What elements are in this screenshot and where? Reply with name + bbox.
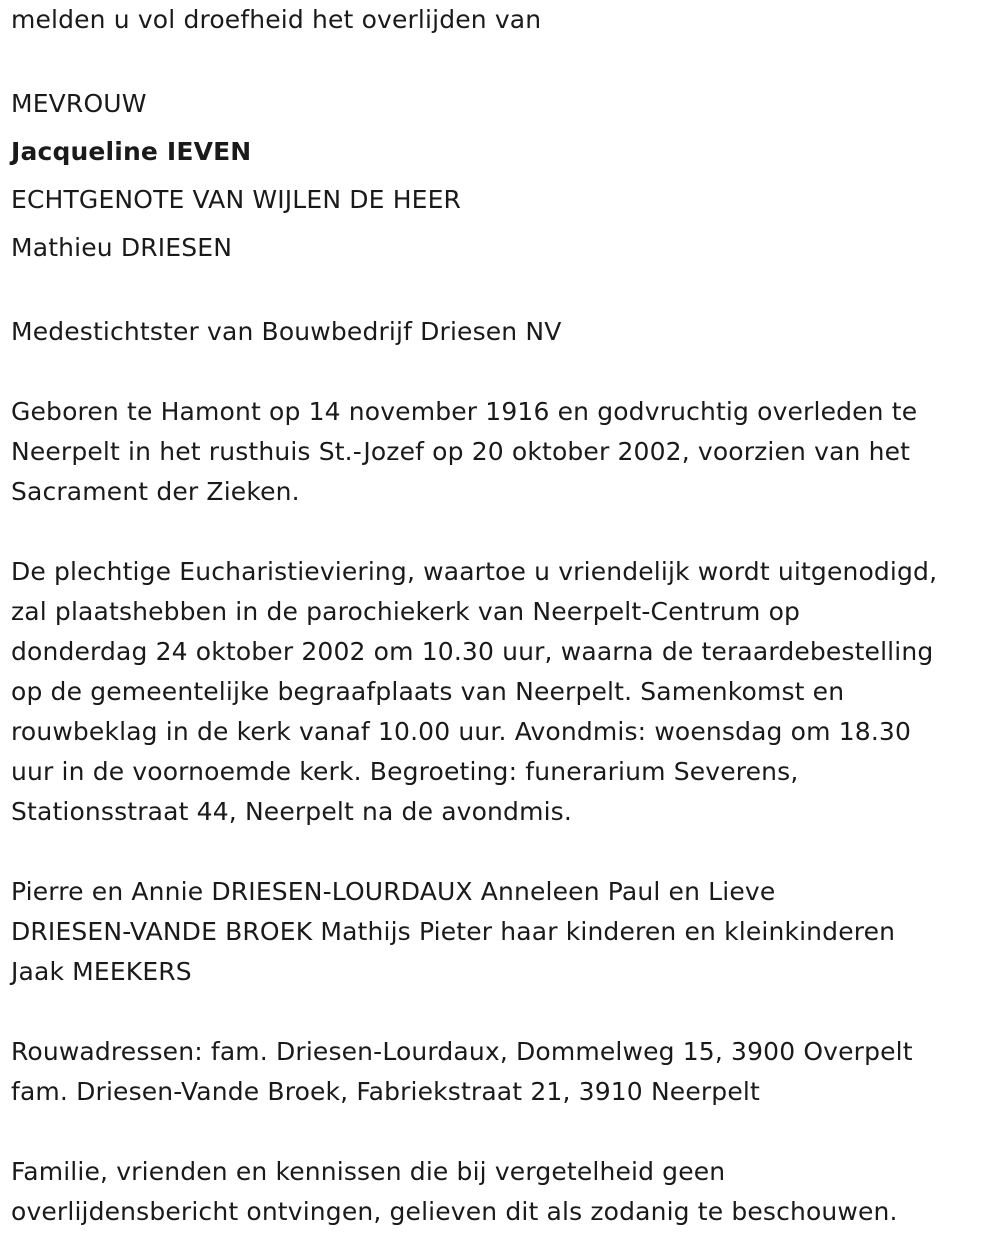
title-prefix: MEVROUW — [11, 89, 147, 118]
spacer — [11, 832, 991, 872]
paragraph-line: Familie, vrienden en kennissen die bij vergetelheid geen — [11, 1157, 726, 1186]
paragraph-line: overlijdensbericht ontvingen, gelieven dit als zodanig te beschouwen. — [11, 1197, 898, 1226]
intro-text: melden u vol droefheid het overlijden van — [11, 5, 542, 34]
spacer — [11, 512, 991, 552]
paragraph-line: Rouwadressen: fam. Driesen-Lourdaux, Dommelweg 15, 3900 Overpelt — [11, 1037, 913, 1066]
spacer — [11, 992, 991, 1032]
spouse-prefix: ECHTGENOTE VAN WIJLEN DE HEER — [11, 185, 462, 214]
paragraph-line: Sacrament der Zieken. — [11, 477, 300, 506]
family-paragraph — [11, 872, 991, 992]
paragraph-line: uur in de voornoemde kerk. Begroeting: funerarium Severens, — [11, 757, 799, 786]
paragraph-line: De plechtige Eucharistieviering, waartoe u vriendelijk wordt uitgenodigd, — [11, 557, 938, 586]
paragraph-line: zal plaatshebben in de parochiekerk van Neerpelt-Centrum op — [11, 597, 801, 626]
role-text: Medestichtster van Bouwbedrijf Driesen NV — [11, 317, 562, 346]
addresses-paragraph — [11, 1032, 991, 1112]
paragraph-line: Pierre en Annie DRIESEN-LOURDAUX Anneleen Paul en Lieve — [11, 877, 776, 906]
paragraph-line: fam. Driesen-Vande Broek, Fabriekstraat 21, 3910 Neerpelt — [11, 1077, 760, 1106]
spacer — [11, 1112, 991, 1152]
ceremony-paragraph — [11, 552, 991, 832]
paragraph-line: Jaak MEEKERS — [11, 957, 192, 986]
paragraph-line: Neerpelt in het rusthuis St.-Jozef op 20 oktober 2002, voorzien van het — [11, 437, 911, 466]
birth-death-paragraph — [11, 392, 991, 512]
spacer — [11, 272, 991, 312]
closing-paragraph — [11, 1152, 991, 1232]
paragraph-line: Stationsstraat 44, Neerpelt na de avondmis. — [11, 797, 572, 826]
paragraph-line: Geboren te Hamont op 14 november 1916 en godvruchtig overleden te — [11, 397, 918, 426]
spacer — [11, 40, 991, 80]
deceased-name: Jacqueline IEVEN — [11, 137, 252, 166]
paragraph-line: op de gemeentelijke begraafplaats van Neerpelt. Samenkomst en — [11, 677, 845, 706]
spacer — [11, 352, 991, 392]
paragraph-line: donderdag 24 oktober 2002 om 10.30 uur, waarna de teraardebestelling — [11, 637, 934, 666]
paragraph-line: rouwbeklag in de kerk vanaf 10.00 uur. Avondmis: woensdag om 18.30 — [11, 717, 912, 746]
obituary-notice — [11, 0, 991, 1232]
paragraph-line: DRIESEN-VANDE BROEK Mathijs Pieter haar kinderen en kleinkinderen — [11, 917, 896, 946]
spouse-name: Mathieu DRIESEN — [11, 233, 233, 262]
